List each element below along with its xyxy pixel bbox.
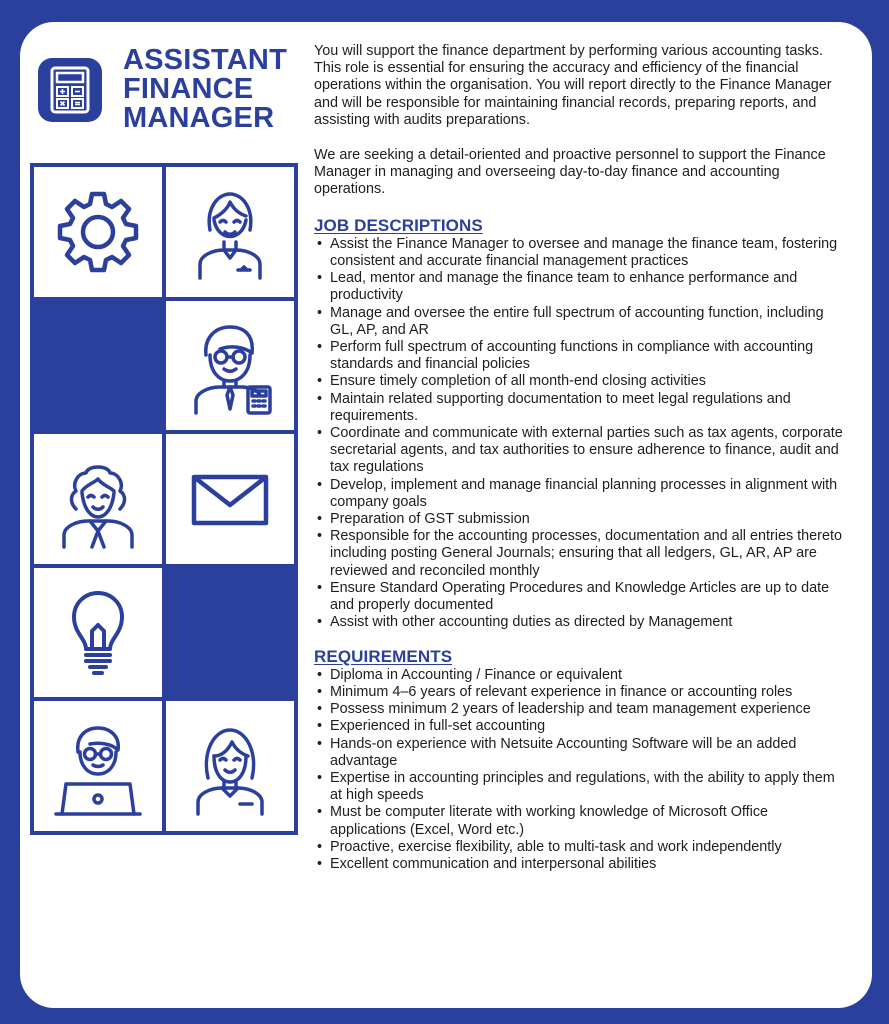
list-item: • Responsible for the accounting processes, documentation and all entries thereto including posting General Journals; ensuring that all ledgers, GL, AR, AP are reviewed and reconciled monthly <box>314 528 844 580</box>
list-item: • Preparation of GST submission <box>314 511 844 528</box>
list-item: • Hands-on experience with Netsuite Accounting Software will be an added advantage <box>314 736 844 770</box>
list-item: • Ensure Standard Operating Procedures and Knowledge Articles are up to date and properly documented <box>314 580 844 614</box>
job-content <box>314 43 844 889</box>
list-item: • Assist the Finance Manager to oversee and manage the finance team, fostering consistent and accurate financial management practices <box>314 236 844 270</box>
grid-cell-man-laptop <box>34 701 162 831</box>
title-line-2: FINANCE <box>123 73 254 105</box>
job-descriptions-list <box>314 236 844 632</box>
man-laptop-icon <box>48 716 148 816</box>
grid-cell-lightbulb <box>34 568 162 698</box>
man-glasses-icon <box>180 315 280 415</box>
grid-cell-gear <box>34 167 162 297</box>
gear-icon <box>48 182 148 282</box>
requirements-heading: REQUIREMENTS <box>314 646 453 666</box>
list-item: • Ensure timely completion of all month-end closing activities <box>314 373 844 390</box>
intro-paragraph-2: We are seeking a detail-oriented and proactive personnel to support the Finance Manager in managing and overseeing day-to-day finance and accounting operations. <box>314 147 826 198</box>
grid-cell-man-glasses <box>166 301 294 431</box>
list-item: • Proactive, exercise flexibility, able to multi-task and work independently <box>314 839 844 856</box>
list-item: • Must be computer literate with working knowledge of Microsoft Office applications (Excel, Word etc.) <box>314 804 844 838</box>
list-item: • Develop, implement and manage financial planning processes in alignment with company goals <box>314 477 844 511</box>
grid-cell-filled <box>166 568 294 698</box>
calculator-icon <box>38 58 102 122</box>
list-item: • Excellent communication and interpersonal abilities <box>314 856 844 873</box>
list-item: • Diploma in Accounting / Finance or equivalent <box>314 667 844 684</box>
list-item: • Maintain related supporting documentation to meet legal regulations and requirements. <box>314 391 844 425</box>
list-item: • Perform full spectrum of accounting functions in compliance with accounting standards and financial policies <box>314 339 844 373</box>
woman-icon <box>180 716 280 816</box>
list-item: • Minimum 4–6 years of relevant experience in finance or accounting roles <box>314 684 844 701</box>
grid-cell-woman-curly <box>34 434 162 564</box>
grid-cell-mail <box>166 434 294 564</box>
list-item: • Expertise in accounting principles and regulations, with the ability to apply them at high speeds <box>314 770 844 804</box>
list-item: • Lead, mentor and manage the finance team to enhance performance and productivity <box>314 270 844 304</box>
woman-curly-icon <box>48 449 148 549</box>
grid-cell-filled <box>34 301 162 431</box>
list-item: • Assist with other accounting duties as directed by Management <box>314 614 844 631</box>
list-item: • Possess minimum 2 years of leadership and team management experience <box>314 701 844 718</box>
list-item: • Manage and oversee the entire full spectrum of accounting function, including GL, AP, and AR <box>314 305 844 339</box>
icon-grid <box>30 163 298 835</box>
requirements-list <box>314 667 844 873</box>
list-item: • Coordinate and communicate with external parties such as tax agents, corporate secretarial agents, and tax authorities to ensure adherence to finance, audit and tax regulations <box>314 425 844 477</box>
job-descriptions-heading: JOB DESCRIPTIONS <box>314 215 483 235</box>
woman-icon <box>180 182 280 282</box>
list-item: • Experienced in full-set accounting <box>314 718 844 735</box>
lightbulb-icon <box>48 583 148 683</box>
page-title <box>123 46 287 133</box>
mail-icon <box>180 449 280 549</box>
intro-paragraph-1: You will support the finance department by performing various accounting tasks. This role is essential for ensuring the accuracy and efficiency of the financial operations within the organisation. You will report directly to the Finance Manager and will be responsible for maintaining financial records, preparing reports, and assisting with audits preparations. <box>314 43 832 128</box>
grid-cell-woman <box>166 167 294 297</box>
title-line-3: MANAGER <box>123 102 275 134</box>
title-line-1: ASSISTANT <box>123 44 287 76</box>
grid-cell-woman-bob <box>166 701 294 831</box>
